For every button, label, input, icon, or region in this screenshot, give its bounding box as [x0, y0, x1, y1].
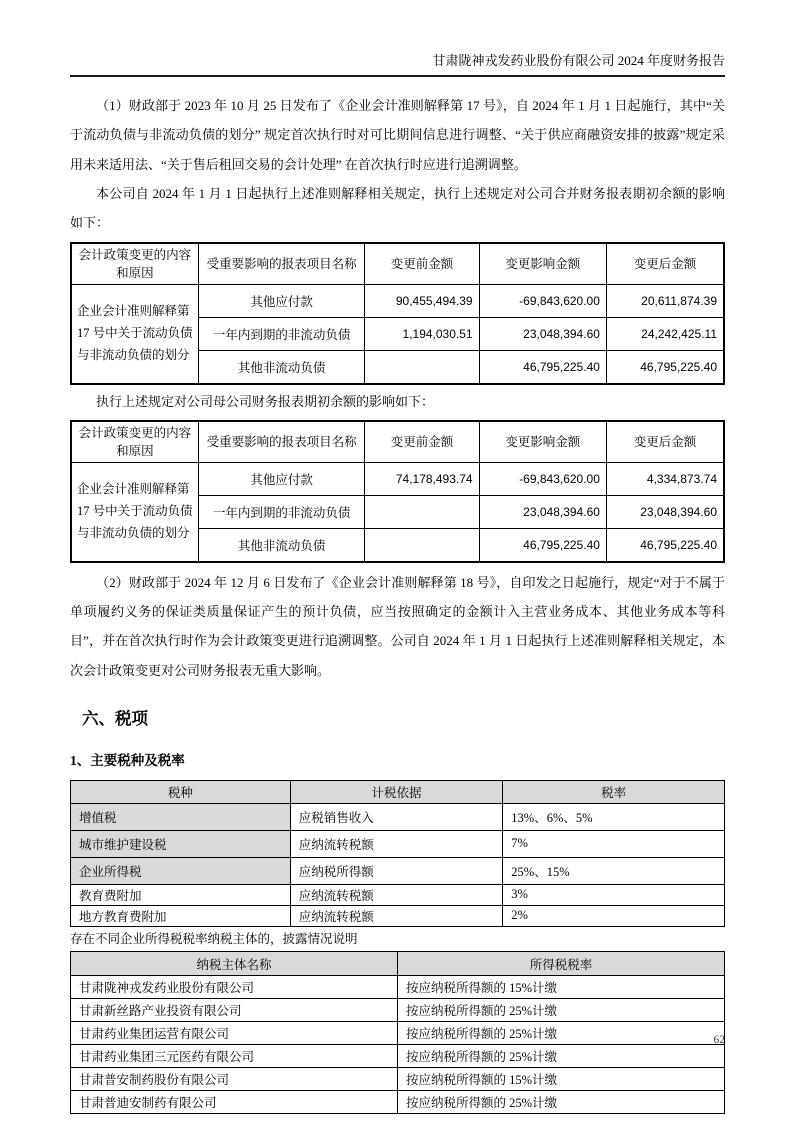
- impact-amount-cell: 23,048,394.60: [479, 318, 606, 351]
- tax-rate-cell: 2%: [503, 905, 725, 926]
- item-cell: 其他非流动负债: [198, 528, 365, 562]
- entity-name-cell: 甘肃普迪安制药有限公司: [71, 1091, 398, 1114]
- tax-type-cell: 城市维护建设税: [71, 830, 291, 857]
- entity-rate-cell: 按应纳税所得额的 25%计缴: [398, 1091, 725, 1114]
- after-amount-cell: 46,795,225.40: [606, 351, 724, 385]
- paragraph-interpretation-18: （2）财政部于 2024 年 12 月 6 日发布了《企业会计准则解释第 18 号》，自印发之日起施行，规定“对于不属于单项履约义务的保证类质量保证产生的预计负债，应当按照确定的金额计入主营业务成本、其他业务成本等科目”，并在首次执行时作为会计政策变更进行追溯调整。公司自 2024 年 1 月 1 日起执行上述准则解释相关规定，本次会计政策变更对公司财务报表无重大影响。: [70, 574, 725, 678]
- col-header-policy-reason: 会计政策变更的内容和原因: [71, 243, 198, 285]
- entity-name-cell: 甘肃普安制药股份有限公司: [71, 1068, 398, 1091]
- col-header-after: 变更后金额: [606, 421, 724, 463]
- table-row: [71, 1091, 725, 1114]
- after-amount-cell: 20,611,874.39: [606, 285, 724, 318]
- entity-tax-rate-table: [70, 951, 725, 1114]
- tax-rate-cell: 3%: [503, 884, 725, 905]
- section-heading-tax: 六、税项: [82, 708, 148, 728]
- impact-amount-cell: 23,048,394.60: [479, 495, 606, 528]
- tax-basis-cell: 应纳流转税额: [290, 905, 503, 926]
- col-header-item-name: 受重要影响的报表项目名称: [198, 421, 365, 463]
- table-row: [71, 1022, 725, 1045]
- entity-rate-cell: 按应纳税所得额的 25%计缴: [398, 1045, 725, 1068]
- impact-amount-cell: -69,843,620.00: [479, 462, 606, 495]
- entity-name-cell: 甘肃药业集团三元医药有限公司: [71, 1045, 398, 1068]
- table-row: [71, 803, 725, 830]
- tax-types-table: [70, 780, 725, 927]
- table-row: [71, 285, 724, 318]
- item-cell: 其他应付款: [198, 285, 365, 318]
- header-title: 甘肃陇神戎发药业股份有限公司 2024 年度财务报告: [432, 53, 725, 68]
- col-header-after: 变更后金额: [606, 243, 724, 285]
- col-header-entity-name: 纳税主体名称: [71, 952, 398, 976]
- item-cell: 其他非流动负债: [198, 351, 365, 385]
- entity-rate-cell: 按应纳税所得额的 25%计缴: [398, 1022, 725, 1045]
- paragraph-parent-intro: 执行上述规定对公司母公司财务报表期初余额的影响如下：: [96, 394, 435, 410]
- tax-type-cell: 教育费附加: [71, 884, 291, 905]
- tax-basis-cell: 应纳流转税额: [290, 830, 503, 857]
- tax-rate-cell: 7%: [503, 830, 725, 857]
- tax-basis-cell: 应税销售收入: [290, 803, 503, 830]
- tax-type-cell: 地方教育费附加: [71, 905, 291, 926]
- table-row: [71, 999, 725, 1022]
- table-row: [71, 905, 725, 926]
- entity-name-cell: 甘肃药业集团运营有限公司: [71, 1022, 398, 1045]
- paragraph-interpretation-17: （1）财政部于 2023 年 10 月 25 日发布了《企业会计准则解释第 17 号》，自 2024 年 1 月 1 日起施行，其中“关于流动负债与非流动负债的划分” 规定首次执行时对可比期间信息进行调整、“关于供应商融资安排的披露”规定采用未来适用法、“关于售后租回交易的会计处理” 在首次执行时应进行追溯调整。: [70, 98, 725, 172]
- before-amount-cell: [365, 351, 479, 385]
- before-amount-cell: [365, 528, 479, 562]
- table-row: [71, 976, 725, 999]
- policy-reason-cell: 企业会计准则解释第 17 号中关于流动负债与非流动负债的划分: [71, 462, 198, 562]
- table-header-row: [71, 243, 724, 285]
- col-header-income-tax-rate: 所得税税率: [398, 952, 725, 976]
- tax-type-cell: 企业所得税: [71, 857, 291, 884]
- col-header-item-name: 受重要影响的报表项目名称: [198, 243, 365, 285]
- col-header-tax-rate: 税率: [503, 780, 725, 803]
- after-amount-cell: 23,048,394.60: [606, 495, 724, 528]
- col-header-before: 变更前金额: [365, 243, 479, 285]
- tax-rate-cell: 25%、15%: [503, 857, 725, 884]
- parent-impact-table: [70, 420, 725, 563]
- tax-basis-cell: 应纳流转税额: [290, 884, 503, 905]
- table-row: [71, 462, 724, 495]
- table-header-row: [71, 780, 725, 803]
- col-header-before: 变更前金额: [365, 421, 479, 463]
- before-amount-cell: 90,455,494.39: [365, 285, 479, 318]
- policy-reason-cell: 企业会计准则解释第 17 号中关于流动负债与非流动负债的划分: [71, 285, 198, 385]
- table-row: [71, 830, 725, 857]
- col-header-policy-reason: 会计政策变更的内容和原因: [71, 421, 198, 463]
- impact-amount-cell: -69,843,620.00: [479, 285, 606, 318]
- table-row: [71, 1068, 725, 1091]
- entity-rate-cell: 按应纳税所得额的 15%计缴: [398, 976, 725, 999]
- before-amount-cell: 74,178,493.74: [365, 462, 479, 495]
- entity-name-cell: 甘肃新丝路产业投资有限公司: [71, 999, 398, 1022]
- entity-rate-cell: 按应纳税所得额的 15%计缴: [398, 1068, 725, 1091]
- table-row: [71, 1045, 725, 1068]
- consolidated-impact-table: [70, 242, 725, 385]
- entity-name-cell: 甘肃陇神戎发药业股份有限公司: [71, 976, 398, 999]
- before-amount-cell: [365, 495, 479, 528]
- table-row: [71, 857, 725, 884]
- col-header-impact: 变更影响金额: [479, 421, 606, 463]
- tax-rate-disclosure-note: 存在不同企业所得税税率纳税主体的，披露情况说明: [70, 931, 358, 946]
- col-header-tax-type: 税种: [71, 780, 291, 803]
- page-number: 62: [713, 1034, 725, 1046]
- after-amount-cell: 46,795,225.40: [606, 528, 724, 562]
- item-cell: 一年内到期的非流动负债: [198, 495, 365, 528]
- tax-type-cell: 增值税: [71, 803, 291, 830]
- table-header-row: [71, 952, 725, 976]
- impact-amount-cell: 46,795,225.40: [479, 528, 606, 562]
- table-header-row: [71, 421, 724, 463]
- col-header-impact: 变更影响金额: [479, 243, 606, 285]
- impact-amount-cell: 46,795,225.40: [479, 351, 606, 385]
- col-header-tax-basis: 计税依据: [290, 780, 503, 803]
- before-amount-cell: 1,194,030.51: [365, 318, 479, 351]
- table-row: [71, 884, 725, 905]
- document-header: [70, 0, 725, 77]
- after-amount-cell: 24,242,425.11: [606, 318, 724, 351]
- item-cell: 其他应付款: [198, 462, 365, 495]
- item-cell: 一年内到期的非流动负债: [198, 318, 365, 351]
- entity-rate-cell: 按应纳税所得额的 25%计缴: [398, 999, 725, 1022]
- after-amount-cell: 4,334,873.74: [606, 462, 724, 495]
- subsection-heading-main-taxes: 1、主要税种及税率: [70, 752, 185, 768]
- paragraph-consolidated-intro: 本公司自 2024 年 1 月 1 日起执行上述准则解释相关规定，执行上述规定对公司合并财务报表期初余额的影响如下：: [70, 185, 725, 230]
- tax-rate-cell: 13%、6%、5%: [503, 803, 725, 830]
- tax-basis-cell: 应纳税所得额: [290, 857, 503, 884]
